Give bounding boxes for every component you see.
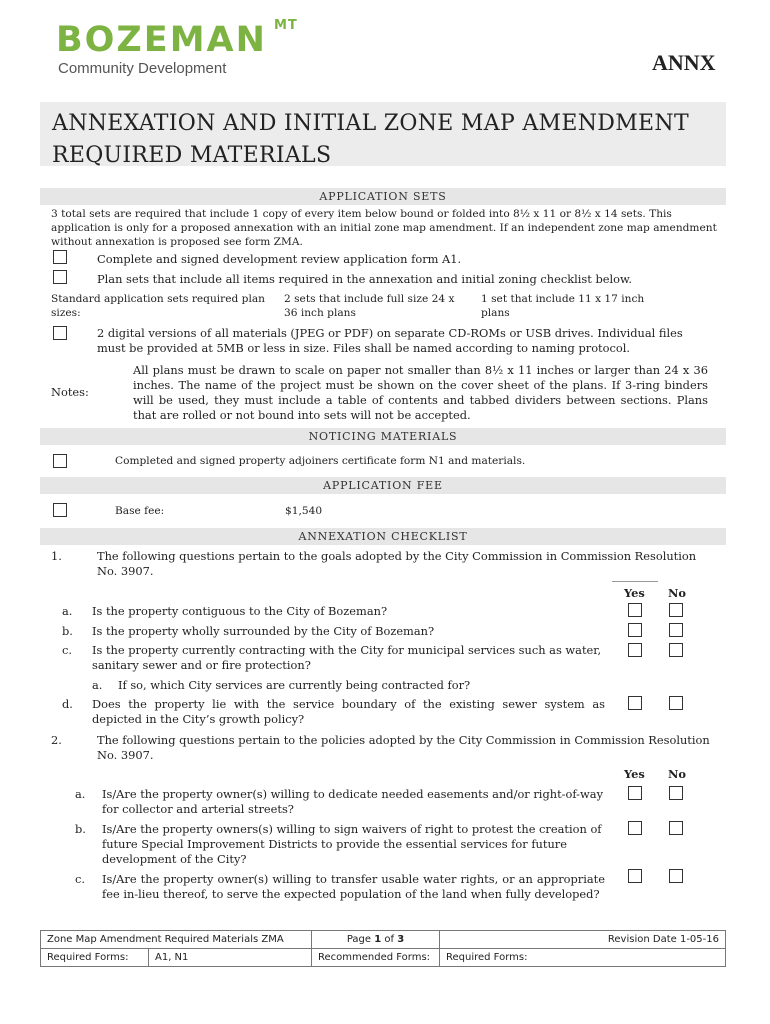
- q1d-yes-checkbox[interactable]: [628, 696, 642, 710]
- q1a-no-checkbox[interactable]: [669, 603, 683, 617]
- form-code: ANNX: [652, 50, 716, 75]
- q1d-no-checkbox[interactable]: [669, 696, 683, 710]
- footer-table: [40, 930, 726, 967]
- q1c-no-checkbox[interactable]: [669, 643, 683, 657]
- page-title: [52, 108, 689, 172]
- q1b-letter: b.: [62, 624, 73, 638]
- q1-number: 1.: [51, 549, 62, 563]
- fee-value: $1,540: [285, 505, 323, 517]
- checkbox-plan-sets[interactable]: [53, 270, 67, 284]
- section-heading-fee: APPLICATION FEE: [40, 477, 726, 494]
- q2c-no-checkbox[interactable]: [669, 869, 683, 883]
- footer-page-prefix: Page: [346, 934, 375, 945]
- q1a-yes-checkbox[interactable]: [628, 603, 642, 617]
- footer-required-label-2: Required Forms:: [440, 949, 726, 967]
- q1-yes-header: Yes: [624, 586, 645, 600]
- q1d-letter: d.: [62, 697, 73, 711]
- q2a-letter: a.: [75, 787, 86, 801]
- q2b-no-checkbox[interactable]: [669, 821, 683, 835]
- footer-page-of: of: [381, 934, 398, 945]
- footer-required-value: A1, N1: [149, 949, 312, 967]
- footer-page-number: 1: [374, 934, 382, 945]
- item-adjoiners: Completed and signed property adjoiners certificate form N1 and materials.: [115, 455, 526, 467]
- q1a-text: Is the property contiguous to the City of Bozeman?: [92, 604, 388, 618]
- q1c-sub-letter: a.: [92, 678, 103, 692]
- section-heading-checklist: ANNEXATION CHECKLIST: [40, 528, 726, 545]
- footer-recommended-label: Recommended Forms:: [312, 949, 440, 967]
- logo-wordmark: BOZEMAN: [56, 20, 267, 60]
- fee-label: Base fee:: [115, 505, 165, 517]
- std-sets-label: Standard application sets required plan sizes:: [51, 293, 265, 319]
- item-form-a1: Complete and signed development review application form A1.: [97, 252, 462, 266]
- footer-page: [312, 931, 440, 949]
- section-heading-application-sets: APPLICATION SETS: [40, 188, 726, 205]
- page-title-line2: REQUIRED MATERIALS: [52, 143, 332, 168]
- logo-subtitle: Community Development: [58, 60, 227, 77]
- std-sets-11x17: 1 set that include 11 x 17 inch plans: [481, 293, 645, 319]
- q1-text: The following questions pertain to the goals adopted by the City Commission in Commission Resolution No. 3907.: [97, 549, 697, 578]
- item-plan-sets: Plan sets that include all items required in the annexation and initial zoning checklist below.: [97, 272, 633, 286]
- q2a-text: Is/Are the property owner(s) willing to dedicate needed easements and/or right-of-way for collector and arterial streets?: [102, 787, 603, 816]
- footer-row: [41, 931, 726, 949]
- q2-yes-header: Yes: [624, 767, 645, 781]
- footer-revision-date: Revision Date 1-05-16: [440, 931, 726, 949]
- q2a-no-checkbox[interactable]: [669, 786, 683, 800]
- footer-page-total: 3: [397, 934, 405, 945]
- q1-no-header: No: [668, 586, 687, 600]
- q1c-letter: c.: [62, 643, 73, 657]
- notes-text: All plans must be drawn to scale on paper not smaller than 8½ x 11 inches or larger than 24 x 36 inches. The name of the project must be shown on the cover sheet of the plans. If 3-ring binders will be used, they must include a table of contents and tabbed dividers between sections. Plans that are rolled or not bound into sets will not be accepted.: [133, 363, 708, 422]
- logo-state-abbrev: MT: [274, 18, 298, 33]
- checkbox-digital-versions[interactable]: [53, 326, 67, 340]
- q2a-yes-checkbox[interactable]: [628, 786, 642, 800]
- item-digital-versions: 2 digital versions of all materials (JPEG or PDF) on separate CD-ROMs or USB drives. Individual files must be provided at 5MB or less in size. Files shall be named according to naming protocol.: [97, 326, 683, 355]
- q2-no-header: No: [668, 767, 687, 781]
- q1c-text: Is the property currently contracting with the City for municipal services such as water, sanitary sewer and or fire protection?: [92, 643, 602, 672]
- footer-form-name: Zone Map Amendment Required Materials ZMA: [41, 931, 312, 949]
- checkbox-form-a1[interactable]: [53, 250, 67, 264]
- checkbox-adjoiners[interactable]: [53, 454, 67, 468]
- yes-divider: [612, 581, 658, 582]
- q2b-yes-checkbox[interactable]: [628, 821, 642, 835]
- notes-label: Notes:: [51, 385, 89, 399]
- q1d-text: Does the property lie with the service boundary of the existing sewer system as depicted in the City’s growth policy?: [92, 697, 605, 726]
- page-title-line1: ANNEXATION AND INITIAL ZONE MAP AMENDMENT: [52, 111, 689, 136]
- q2-text: The following questions pertain to the policies adopted by the City Commission in Commission Resolution No. 3907.: [97, 733, 710, 762]
- std-sets-full-size: 2 sets that include full size 24 x 36 inch plans: [284, 293, 455, 319]
- q2-number: 2.: [51, 733, 62, 747]
- q1a-letter: a.: [62, 604, 73, 618]
- q1c-sub-text: If so, which City services are currently being contracted for?: [118, 678, 471, 692]
- q1b-text: Is the property wholly surrounded by the City of Bozeman?: [92, 624, 435, 638]
- application-sets-intro: 3 total sets are required that include 1 copy of every item below bound or folded into 8½ x 11 or 8½ x 14 sets. This application is only for a proposed annexation with an initial zone map amendment. If an independent zone map amendment without annexation is proposed see form ZMA.: [51, 208, 717, 248]
- q2c-yes-checkbox[interactable]: [628, 869, 642, 883]
- q1c-yes-checkbox[interactable]: [628, 643, 642, 657]
- checkbox-base-fee[interactable]: [53, 503, 67, 517]
- q1b-yes-checkbox[interactable]: [628, 623, 642, 637]
- q2c-letter: c.: [75, 872, 86, 886]
- q2b-text: Is/Are the property owners(s) willing to sign waivers of right to protest the creation of future Special Improvement Districts to provide the essential services for future development of the City?: [102, 822, 602, 866]
- q2b-letter: b.: [75, 822, 86, 836]
- section-heading-noticing: NOTICING MATERIALS: [40, 428, 726, 445]
- q1b-no-checkbox[interactable]: [669, 623, 683, 637]
- footer-required-label: Required Forms:: [41, 949, 149, 967]
- footer-row: [41, 949, 726, 967]
- q2c-text: Is/Are the property owner(s) willing to transfer usable water rights, or an appropriate fee in-lieu thereof, to serve the expected population of the land when fully developed?: [102, 872, 605, 901]
